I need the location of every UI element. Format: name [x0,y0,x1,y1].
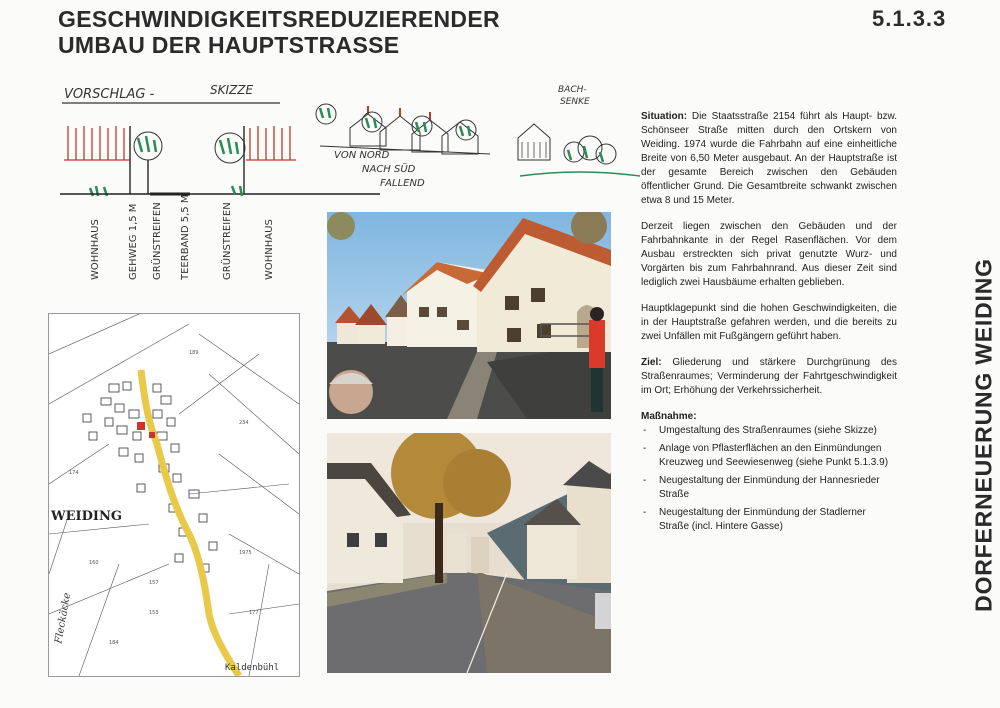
photo-main-street [327,433,611,673]
svg-text:1975: 1975 [239,550,252,556]
svg-text:189: 189 [189,350,199,356]
map-place-label: WEIDING [51,509,122,524]
sketch-heading-right: SKIZZE [210,83,254,97]
label-gehweg: GEHWEG 1,5 M [128,203,139,280]
situation-label: Situation: [641,111,688,122]
sketch-corner-1: BACH- [558,85,587,95]
section-number: 5.1.3.3 [872,6,947,31]
label-gruenstreifen-left: GRÜNSTREIFEN [152,202,163,280]
situation-paragraph [641,110,897,208]
page-title [58,6,500,58]
svg-text:184: 184 [109,640,119,646]
grass-paragraph: Derzeit liegen zwischen den Gebäuden und der Fahrbahnkante in der Regel Rasenflächen. Vor dem Ausbau erstreckten sich privat genutzte Wurz- und Vorgärten bis zum Fahrbahnrand. Aus dieser Zeit sind lediglich zwei Hausbäume erhalten geblieben. [641,221,897,288]
measure-item: - Neugestaltung der Einmündung der Stadlerner Straße (incl. Hintere Gasse) [641,506,897,534]
sketch-caption-3: FALLEND [380,178,425,189]
measure-item: - Anlage von Pflasterflächen an den Einmündungen Kreuzweg und Seewiesenweg (siehe Punkt 5.1.3.9) [641,442,897,470]
photo-street-houses [327,212,611,419]
measures-list [641,424,897,534]
sketch-caption-2: NACH SÜD [362,164,416,175]
village-map [48,313,300,677]
label-gruenstreifen-right: GRÜNSTREIFEN [222,202,233,280]
side-title-text: DORFERNEUERUNG WEIDING [970,258,997,612]
cross-section-right [215,126,296,196]
description-text [641,110,897,538]
label-teerband: TEERBAND 5,5 M [180,194,191,280]
svg-text:157: 157 [149,580,159,586]
sketch-labels [90,195,275,281]
measures-label: Maßnahme: [641,411,697,422]
measures-section [641,410,897,534]
label-wohnhaus-left: WOHNHAUS [90,219,101,280]
situation-text: Die Staatsstraße 2154 führt als Haupt- bzw. Schönseer Straße mitten durch den Ortskern von Weiding. 1974 wurde die Fahrbahn auf eine einheitliche Breite von 6,50 Meter ausgebaut. An der Hauptstraße ist der gesamte Bereich zwischen den Gebäuden öffentlicher Grund. Die Gesamtbreite schwankt zwischen etwa 8 und 15 Meter. [641,111,897,206]
title-line-1: GESCHWINDIGKEITSREDUZIERENDER [58,6,500,32]
svg-text:160: 160 [89,560,99,566]
svg-text:177: 177 [249,610,259,616]
svg-text:174: 174 [69,470,79,476]
goal-paragraph [641,356,897,398]
complaint-paragraph: Hauptklagepunkt sind die hohen Geschwindigkeiten, die in der Hauptstraße gefahren werden, und die bereits zu zwei Unfällen mit Fußgängern geführt haben. [641,303,897,342]
title-line-2: UMBAU DER HAUPTSTRASSE [58,32,400,58]
svg-text:153: 153 [149,610,159,616]
street-elevation-sketch [316,85,640,189]
goal-text: Gliederung und stärkere Durchgrünung des Straßenraumes; Verminderung der Fahrtgeschwindigkeit im Ort; Erhöhung der Verkehrssicherheit. [641,357,897,396]
map-field-label: Fleckäcke [53,591,74,645]
side-title [967,250,1000,620]
measure-item: - Neugestaltung der Einmündung der Hannesrieder Straße [641,474,897,502]
goal-label: Ziel: [641,357,662,368]
label-wohnhaus-right: WOHNHAUS [264,219,275,280]
sketch-heading-left: VORSCHLAG - [64,87,155,102]
measure-item: - Umgestaltung des Straßenraumes (siehe Skizze) [641,424,897,438]
svg-text:234: 234 [239,420,249,426]
sketch-caption-1: VON NORD [334,150,390,161]
map-road-label: Kaldenbühl [225,663,280,673]
sketch-corner-2: SENKE [560,97,590,107]
